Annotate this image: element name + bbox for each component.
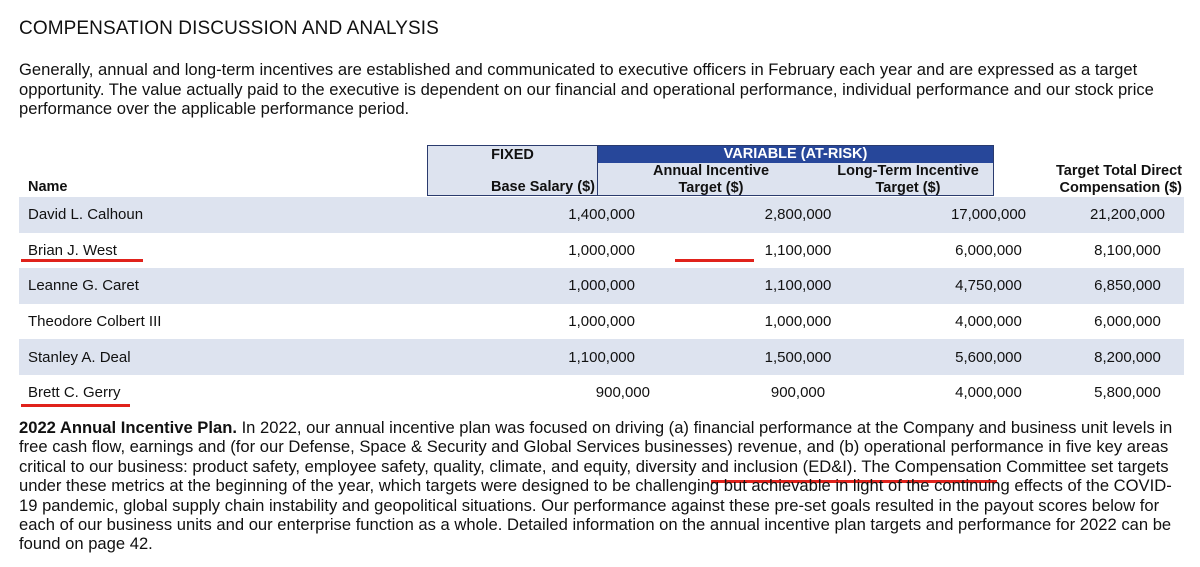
cell-base-salary: 1,100,000 [427, 339, 690, 375]
underline-annotation-brian-west [21, 259, 143, 262]
table-row [19, 339, 1184, 375]
cell-name: Leanne G. Caret [19, 268, 427, 304]
cell-annual-incentive: 2,800,000 [690, 197, 906, 233]
col-header-longterm-line1: Long-Term Incentive [837, 163, 979, 179]
cell-total-compensation: 21,200,000 [1071, 197, 1184, 233]
col-header-name: Name [28, 179, 68, 195]
cell-name: David L. Calhoun [19, 197, 427, 233]
plan-body: In 2022, our annual incentive plan was focused on driving (a) financial performance at the Company and business unit levels in free cash flow, earnings and (for our Defense, Space & Security and Global Services businesses) revenue, and (b) operational performance in five key areas critical to our business: product safety, employee safety, quality, climate, and equity, diversity and inclusion (ED&I). The Compensation Committee set targets under these metrics at the beginning of the year, which targets were designed to be challenging but achievable in light of the continuing effects of the COVID-19 pandemic, global supply chain instability and geopolitical situations. Our performance against these pre-set goals resulted in the payout scores below for each of our business units and our enterprise function as a whole. Detailed information on the annual incentive plan targets and performance for 2022 can be found on page 42. [19, 418, 1173, 554]
cell-base-salary: 1,400,000 [427, 197, 690, 233]
col-header-total-compensation [1010, 163, 1182, 196]
cell-total-compensation: 8,200,000 [1071, 339, 1184, 375]
plan-title: 2022 Annual Incentive Plan. [19, 418, 237, 437]
cell-total-compensation: 6,850,000 [1071, 268, 1184, 304]
cell-longterm-incentive: 6,000,000 [955, 241, 1022, 259]
table-row [19, 197, 1184, 233]
cell-total-compensation: 6,000,000 [1094, 313, 1161, 331]
cell-longterm-incentive: 17,000,000 [906, 197, 1071, 233]
col-header-total-line2: Compensation ($) [1059, 179, 1182, 196]
section-heading: COMPENSATION DISCUSSION AND ANALYSIS [19, 18, 439, 39]
cell-longterm-incentive: 4,000,000 [955, 313, 1022, 331]
intro-paragraph: Generally, annual and long-term incentives are established and communicated to executive officers in February each year and are expressed as a target opportunity. The value actually paid to the executive is dependent on our financial and operational performance, individual performance and our stock price performance over the applicable performance period. [19, 60, 1154, 118]
cell-name: Stanley A. Deal [19, 339, 427, 375]
cell-name: Theodore Colbert III [28, 313, 162, 331]
col-header-annual-incentive [597, 163, 825, 196]
cell-longterm-incentive: 5,600,000 [906, 339, 1071, 375]
variable-group-label: VARIABLE (AT-RISK) [598, 146, 993, 163]
underline-annotation-annual-incentive [675, 259, 754, 262]
col-header-longterm-incentive [796, 163, 1020, 196]
table-row [19, 268, 1184, 304]
cell-base-salary: 1,000,000 [427, 268, 690, 304]
cell-total-compensation: 5,800,000 [1094, 384, 1161, 402]
cell-total-compensation: 8,100,000 [1094, 241, 1161, 259]
cell-annual-incentive: 1,500,000 [690, 339, 906, 375]
cell-longterm-incentive: 4,750,000 [906, 268, 1071, 304]
table-row [19, 304, 1184, 340]
annual-incentive-plan-paragraph [19, 418, 1184, 554]
cell-name: Brian J. West [28, 241, 117, 259]
col-header-longterm-line2: Target ($) [875, 179, 941, 196]
col-header-annual-line2: Target ($) [678, 179, 744, 196]
cell-annual-incentive: 1,100,000 [764, 241, 832, 259]
table-row [19, 375, 1184, 411]
cell-longterm-incentive: 4,000,000 [955, 384, 1022, 402]
col-header-base-salary: Base Salary ($) [491, 179, 595, 195]
col-header-total-line1: Target Total Direct [1056, 163, 1182, 179]
table-row [19, 233, 1184, 269]
col-header-annual-line1: Annual Incentive [652, 163, 770, 179]
compensation-table [19, 197, 1184, 411]
cell-base-salary: 900,000 [595, 384, 650, 402]
cell-base-salary: 1,000,000 [568, 313, 635, 331]
underline-annotation-brett-gerry [21, 404, 130, 407]
fixed-group-label: FIXED [491, 147, 534, 163]
cell-annual-incentive: 1,000,000 [764, 313, 832, 331]
cell-name: Brett C. Gerry [28, 384, 121, 402]
cell-annual-incentive: 900,000 [770, 384, 826, 402]
cell-base-salary: 1,000,000 [568, 241, 635, 259]
cell-annual-incentive: 1,100,000 [690, 268, 906, 304]
